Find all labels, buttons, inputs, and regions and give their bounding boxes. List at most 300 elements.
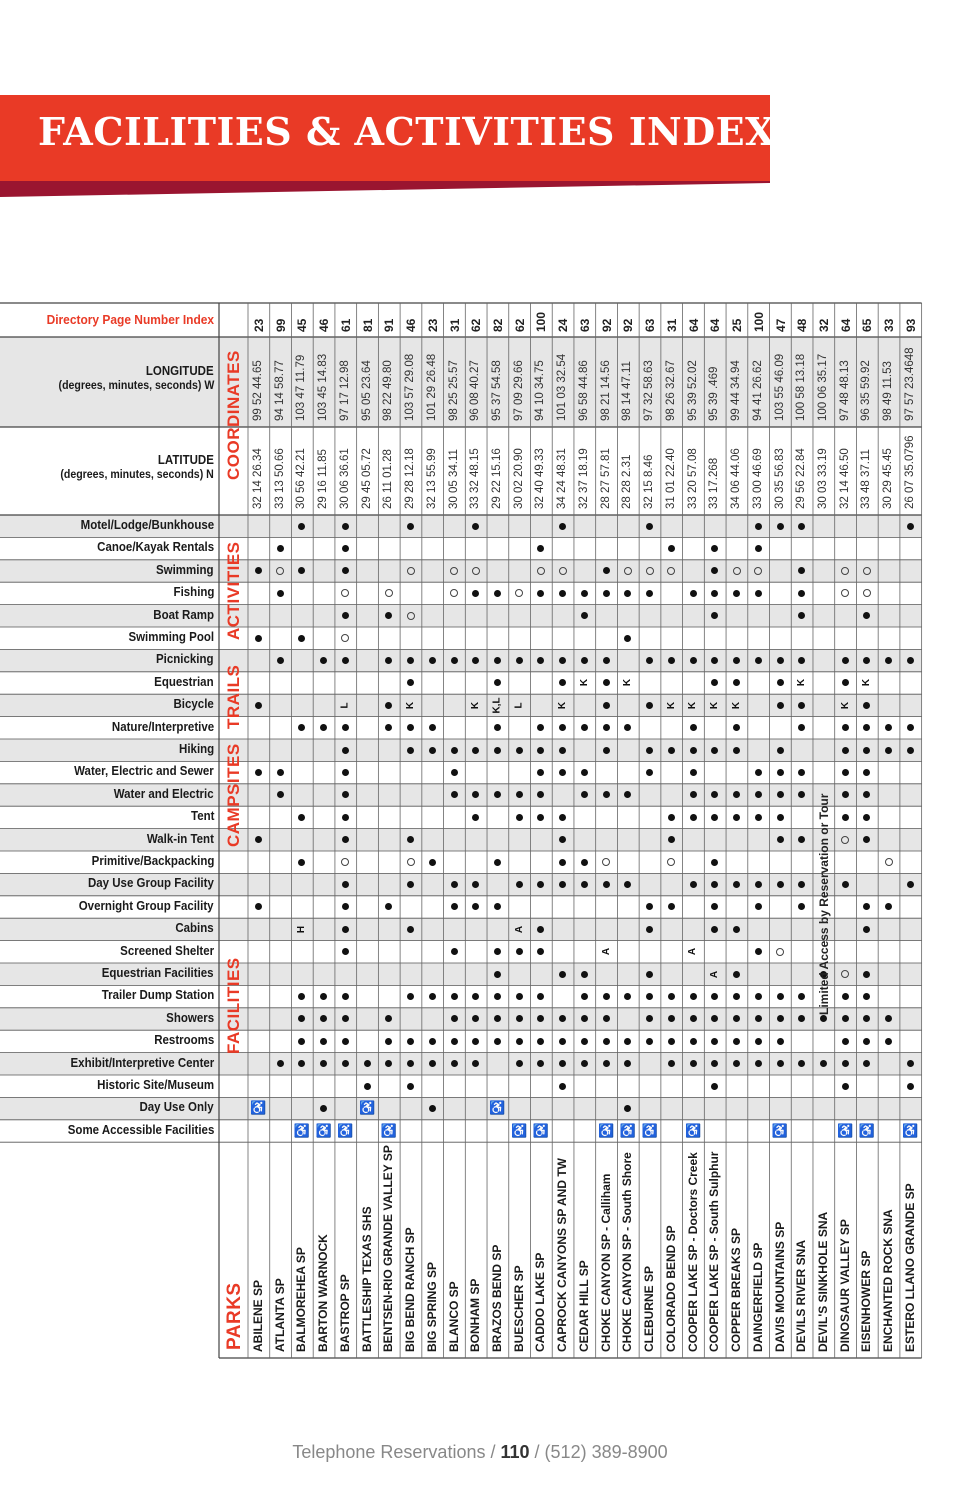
dot: [385, 724, 392, 731]
dot: [494, 679, 501, 686]
longitude-cell: 103 55 46.09: [773, 353, 786, 421]
filled-dot-icon: [878, 1009, 899, 1029]
dot: [690, 769, 697, 776]
dot: [711, 859, 718, 866]
dot: [755, 657, 762, 664]
filled-dot-icon: [791, 762, 812, 782]
filled-dot-icon: [574, 606, 595, 626]
dot: [863, 1038, 870, 1045]
filled-dot-icon: [748, 583, 769, 603]
latitude-cell: 32 15 8.46: [643, 454, 656, 509]
letter-code: [465, 695, 486, 715]
row-label: Restrooms: [153, 1033, 214, 1048]
letter-code-text: K: [709, 701, 721, 709]
filled-dot-icon: [291, 852, 312, 872]
dot: [863, 702, 870, 709]
filled-dot-icon: [422, 740, 443, 760]
letter-code-text: K: [731, 701, 743, 709]
letter-code: [596, 942, 617, 962]
page-number-cell: 63: [643, 318, 658, 332]
dot: [755, 948, 762, 955]
filled-dot-icon: [726, 986, 747, 1006]
accessible-icon: [639, 1121, 660, 1141]
dot: [777, 523, 784, 530]
open-circle-icon: [552, 561, 573, 581]
filled-dot-icon: [400, 1031, 421, 1051]
letter-code: [617, 673, 638, 693]
filled-dot-icon: [552, 762, 573, 782]
latitude-cell: 32 14 46.50: [838, 448, 851, 509]
filled-dot-icon: [422, 1054, 443, 1074]
letter-code: [661, 695, 682, 715]
filled-dot-icon: [596, 650, 617, 670]
dot: [364, 1083, 371, 1090]
dot: [559, 679, 566, 686]
filled-dot-icon: [704, 1054, 725, 1074]
dot: [581, 859, 588, 866]
filled-dot-icon: [509, 1009, 530, 1029]
row-label: Hiking: [178, 742, 214, 756]
filled-dot-icon: [617, 874, 638, 894]
dot: [885, 903, 892, 910]
filled-dot-icon: [530, 807, 551, 827]
filled-dot-icon: [639, 986, 660, 1006]
filled-dot-icon: [465, 650, 486, 670]
filled-dot-icon: [487, 673, 508, 693]
dot: [320, 1060, 327, 1067]
longitude-cell: 103 45 14.83: [317, 353, 330, 421]
dot: [885, 1015, 892, 1022]
filled-dot-icon: [509, 986, 530, 1006]
dot: [668, 657, 675, 664]
filled-dot-icon: [422, 718, 443, 738]
dot: [472, 993, 479, 1000]
dot: [516, 791, 523, 798]
row-label: Water and Electric: [114, 786, 214, 801]
filled-dot-icon: [400, 1076, 421, 1096]
filled-dot-icon: [313, 986, 334, 1006]
filled-dot-icon: [835, 807, 856, 827]
dot: [603, 657, 610, 664]
page-number-cell: 45: [295, 318, 310, 332]
filled-dot-icon: [530, 740, 551, 760]
dot: [907, 1083, 914, 1090]
dot: [559, 724, 566, 731]
section-label-campsites: CAMPSITES: [224, 743, 243, 847]
filled-dot-icon: [444, 650, 465, 670]
wheelchair-icon: ♿: [489, 1100, 506, 1116]
dot: [516, 1015, 523, 1022]
park-name: DINOSAUR VALLEY SP: [837, 1219, 852, 1352]
row-label: Cabins: [175, 921, 214, 936]
dot: [559, 971, 566, 978]
ring: [537, 567, 545, 575]
filled-dot-icon: [291, 986, 312, 1006]
page-number: 110: [500, 1442, 530, 1462]
ring: [841, 567, 849, 575]
dot: [690, 881, 697, 888]
filled-dot-icon: [270, 785, 291, 805]
dot: [863, 724, 870, 731]
dot: [777, 1015, 784, 1022]
filled-dot-icon: [530, 785, 551, 805]
accessible-icon: [683, 1121, 704, 1141]
filled-dot-icon: [465, 807, 486, 827]
filled-dot-icon: [596, 1054, 617, 1074]
dot: [603, 993, 610, 1000]
filled-dot-icon: [465, 740, 486, 760]
dot: [255, 769, 262, 776]
filled-dot-icon: [530, 1054, 551, 1074]
filled-dot-icon: [248, 561, 269, 581]
latitude-cell: 32 40 49.33: [534, 448, 547, 509]
dot: [863, 1060, 870, 1067]
ring: [624, 567, 632, 575]
latitude-cell: 33 32 48.15: [469, 448, 482, 509]
letter-code: [335, 695, 356, 715]
filled-dot-icon: [291, 807, 312, 827]
filled-dot-icon: [704, 606, 725, 626]
filled-dot-icon: [248, 762, 269, 782]
page-number-cell: 46: [404, 318, 419, 332]
dot: [842, 769, 849, 776]
filled-dot-icon: [770, 785, 791, 805]
ring: [341, 858, 349, 866]
letter-code: [856, 673, 877, 693]
letter-code-text: A: [600, 947, 612, 956]
dot: [842, 993, 849, 1000]
dot: [364, 1060, 371, 1067]
filled-dot-icon: [683, 583, 704, 603]
filled-dot-icon: [596, 673, 617, 693]
filled-dot-icon: [335, 561, 356, 581]
dot: [842, 1083, 849, 1090]
filled-dot-icon: [530, 919, 551, 939]
longitude-cell: 99 52 44.65: [252, 360, 264, 421]
dot: [255, 635, 262, 642]
dot: [668, 814, 675, 821]
park-name: BLANCO SP: [446, 1281, 461, 1352]
row-label: Walk-in Tent: [146, 831, 214, 846]
open-circle-icon: [596, 852, 617, 872]
letter-code-text: K: [796, 679, 808, 687]
dot: [516, 1038, 523, 1045]
dot: [798, 724, 805, 731]
parks-section-label: PARKS: [224, 1282, 245, 1350]
filled-dot-icon: [596, 718, 617, 738]
dot: [472, 523, 479, 530]
letter-code: [704, 695, 725, 715]
filled-dot-icon: [748, 986, 769, 1006]
dot: [298, 523, 305, 530]
dot: [798, 702, 805, 709]
filled-dot-icon: [487, 986, 508, 1006]
page-number-cell: 25: [730, 318, 745, 332]
filled-dot-icon: [487, 964, 508, 984]
filled-dot-icon: [357, 1054, 378, 1074]
filled-dot-icon: [791, 606, 812, 626]
filled-dot-icon: [770, 762, 791, 782]
page-number-cell: 64: [838, 318, 853, 332]
letter-code-text: A: [513, 925, 525, 933]
longitude-cell: 97 32 58.63: [643, 360, 656, 421]
filled-dot-icon: [444, 1054, 465, 1074]
filled-dot-icon: [856, 1054, 877, 1074]
dot: [907, 523, 914, 530]
dot: [733, 679, 740, 686]
dot: [885, 657, 892, 664]
dot: [429, 1038, 436, 1045]
dot: [842, 679, 849, 686]
dot: [755, 1060, 762, 1067]
filled-dot-icon: [400, 919, 421, 939]
park-name: CAPROCK CANYONS SP AND TW: [555, 1157, 570, 1352]
dot: [407, 747, 414, 754]
dot: [624, 791, 631, 798]
filled-dot-icon: [856, 807, 877, 827]
ring: [885, 858, 893, 866]
filled-dot-icon: [683, 874, 704, 894]
dot: [472, 590, 479, 597]
filled-dot-icon: [835, 874, 856, 894]
dot: [298, 724, 305, 731]
wheelchair-icon: ♿: [511, 1122, 528, 1138]
filled-dot-icon: [509, 1031, 530, 1051]
dot: [451, 948, 458, 955]
dot: [755, 993, 762, 1000]
filled-dot-icon: [726, 650, 747, 670]
letter-code-text: A: [709, 970, 721, 978]
longitude-cell: 94 14 58.77: [273, 360, 286, 421]
filled-dot-icon: [248, 695, 269, 715]
footer: Telephone Reservations / 110 / (512) 389-8900: [292, 1442, 668, 1462]
coordinates-section-label: COORDINATES: [224, 350, 243, 480]
dot: [342, 747, 349, 754]
filled-dot-icon: [552, 673, 573, 693]
latitude-cell: 33 20 57.08: [686, 448, 699, 509]
filled-dot-icon: [270, 583, 291, 603]
park-name: COOPER LAKE SP - South Sulphur: [707, 1151, 722, 1352]
dot: [755, 814, 762, 821]
filled-dot-icon: [856, 986, 877, 1006]
row-label: Swimming Pool: [128, 630, 214, 644]
filled-dot-icon: [878, 650, 899, 670]
accessible-icon: [900, 1121, 921, 1141]
filled-dot-icon: [552, 830, 573, 850]
filled-dot-icon: [465, 986, 486, 1006]
latitude-cell: 29 16 11.85: [317, 449, 330, 509]
dot: [885, 747, 892, 754]
latitude-cell: 33 48 37.11: [860, 449, 873, 509]
filled-dot-icon: [313, 1054, 334, 1074]
filled-dot-icon: [683, 650, 704, 670]
ring: [450, 567, 458, 575]
page-number-cell: 47: [773, 318, 788, 332]
dot: [603, 590, 610, 597]
longitude-cell: 100 58 13.18: [795, 353, 808, 421]
dot: [863, 993, 870, 1000]
filled-dot-icon: [335, 538, 356, 558]
dot: [603, 724, 610, 731]
dot: [798, 836, 805, 843]
filled-dot-icon: [400, 740, 421, 760]
park-name: COOPER LAKE SP - Doctors Creek: [685, 1152, 700, 1352]
ring: [863, 567, 871, 575]
filled-dot-icon: [770, 650, 791, 670]
dot: [494, 948, 501, 955]
dot: [494, 1038, 501, 1045]
dot: [451, 1060, 458, 1067]
dot: [581, 612, 588, 619]
dot: [494, 747, 501, 754]
dot: [777, 1038, 784, 1045]
dot: [537, 791, 544, 798]
park-name: CLEBURNE SP: [642, 1265, 657, 1352]
dot: [472, 657, 479, 664]
dot: [755, 881, 762, 888]
filled-dot-icon: [422, 650, 443, 670]
dot: [407, 1060, 414, 1067]
filled-dot-icon: [487, 942, 508, 962]
dot: [863, 926, 870, 933]
filled-dot-icon: [509, 650, 530, 670]
filled-dot-icon: [683, 1031, 704, 1051]
dot: [668, 836, 675, 843]
dot: [581, 769, 588, 776]
dot: [516, 657, 523, 664]
dot: [537, 926, 544, 933]
letter-code: [683, 942, 704, 962]
dot: [777, 1060, 784, 1067]
park-name: DEVIL'S SINKHOLE SNA: [815, 1211, 830, 1352]
dot: [320, 1038, 327, 1045]
dot: [385, 1015, 392, 1022]
page-number-cell: 65: [860, 318, 875, 332]
filled-dot-icon: [617, 718, 638, 738]
filled-dot-icon: [639, 740, 660, 760]
longitude-cell: 99 44 34.94: [730, 360, 743, 421]
dot: [472, 1060, 479, 1067]
longitude-cell: 95 39 52.02: [686, 360, 699, 421]
filled-dot-icon: [835, 785, 856, 805]
wheelchair-icon: ♿: [771, 1122, 789, 1138]
longitude-label: LONGITUDE: [146, 364, 214, 378]
dot: [624, 993, 631, 1000]
filled-dot-icon: [335, 897, 356, 917]
filled-dot-icon: [509, 785, 530, 805]
page-number-cell: 92: [599, 318, 614, 332]
dot: [255, 702, 262, 709]
filled-dot-icon: [856, 650, 877, 670]
dot: [559, 1083, 566, 1090]
filled-dot-icon: [770, 516, 791, 536]
dot: [711, 993, 718, 1000]
filled-dot-icon: [574, 762, 595, 782]
dot: [407, 523, 414, 530]
page-number-cell: 24: [556, 318, 571, 332]
dot: [559, 1038, 566, 1045]
filled-dot-icon: [270, 650, 291, 670]
open-circle-icon: [444, 583, 465, 603]
dot: [711, 590, 718, 597]
wheelchair-icon: ♿: [380, 1122, 397, 1138]
filled-dot-icon: [291, 516, 312, 536]
filled-dot-icon: [900, 650, 921, 670]
filled-dot-icon: [378, 695, 399, 715]
filled-dot-icon: [487, 897, 508, 917]
letter-code: [487, 695, 508, 715]
filled-dot-icon: [574, 964, 595, 984]
filled-dot-icon: [900, 874, 921, 894]
filled-dot-icon: [791, 874, 812, 894]
dot: [646, 747, 653, 754]
dot: [298, 567, 305, 574]
filled-dot-icon: [530, 718, 551, 738]
filled-dot-icon: [704, 852, 725, 872]
longitude-cell: 98 26 32.67: [664, 360, 677, 421]
dot: [842, 1060, 849, 1067]
filled-dot-icon: [335, 942, 356, 962]
park-name: CEDAR HILL SP: [576, 1260, 591, 1352]
filled-dot-icon: [639, 964, 660, 984]
filled-dot-icon: [856, 606, 877, 626]
dot: [255, 567, 262, 574]
filled-dot-icon: [639, 897, 660, 917]
dot: [537, 881, 544, 888]
filled-dot-icon: [661, 807, 682, 827]
letter-code-text: K: [861, 679, 873, 687]
row-label: Fishing: [173, 585, 214, 600]
filled-dot-icon: [313, 1031, 334, 1051]
open-circle-icon: [835, 830, 856, 850]
filled-dot-icon: [726, 807, 747, 827]
open-circle-icon: [856, 561, 877, 581]
longitude-cell: 98 25 25.57: [447, 360, 460, 421]
filled-dot-icon: [487, 785, 508, 805]
accessible-icon: [770, 1121, 791, 1141]
dot: [842, 657, 849, 664]
open-circle-icon: [444, 561, 465, 581]
filled-dot-icon: [444, 942, 465, 962]
dot: [320, 1015, 327, 1022]
dot: [798, 612, 805, 619]
ring: [407, 612, 415, 620]
filled-dot-icon: [596, 874, 617, 894]
filled-dot-icon: [661, 740, 682, 760]
filled-dot-icon: [835, 1076, 856, 1096]
letter-code-text: K: [687, 701, 699, 709]
open-circle-icon: [509, 583, 530, 603]
latitude-cell: 33 13 50.66: [273, 448, 286, 509]
latitude-cell: 29 45 05.72: [360, 448, 373, 509]
filled-dot-icon: [574, 583, 595, 603]
filled-dot-icon: [574, 650, 595, 670]
letter-code: [683, 695, 704, 715]
longitude-cell: 98 21 14.56: [599, 360, 612, 421]
dot: [277, 1060, 284, 1067]
dot: [777, 993, 784, 1000]
filled-dot-icon: [530, 538, 551, 558]
filled-dot-icon: [335, 986, 356, 1006]
filled-dot-icon: [813, 1054, 834, 1074]
dot: [407, 657, 414, 664]
dot: [863, 971, 870, 978]
accessible-icon: [487, 1098, 508, 1118]
filled-dot-icon: [552, 964, 573, 984]
latitude-cell: 33 00 46.69: [751, 448, 764, 509]
latitude-cell: 29 22 15.16: [491, 448, 504, 509]
open-circle-icon: [465, 561, 486, 581]
